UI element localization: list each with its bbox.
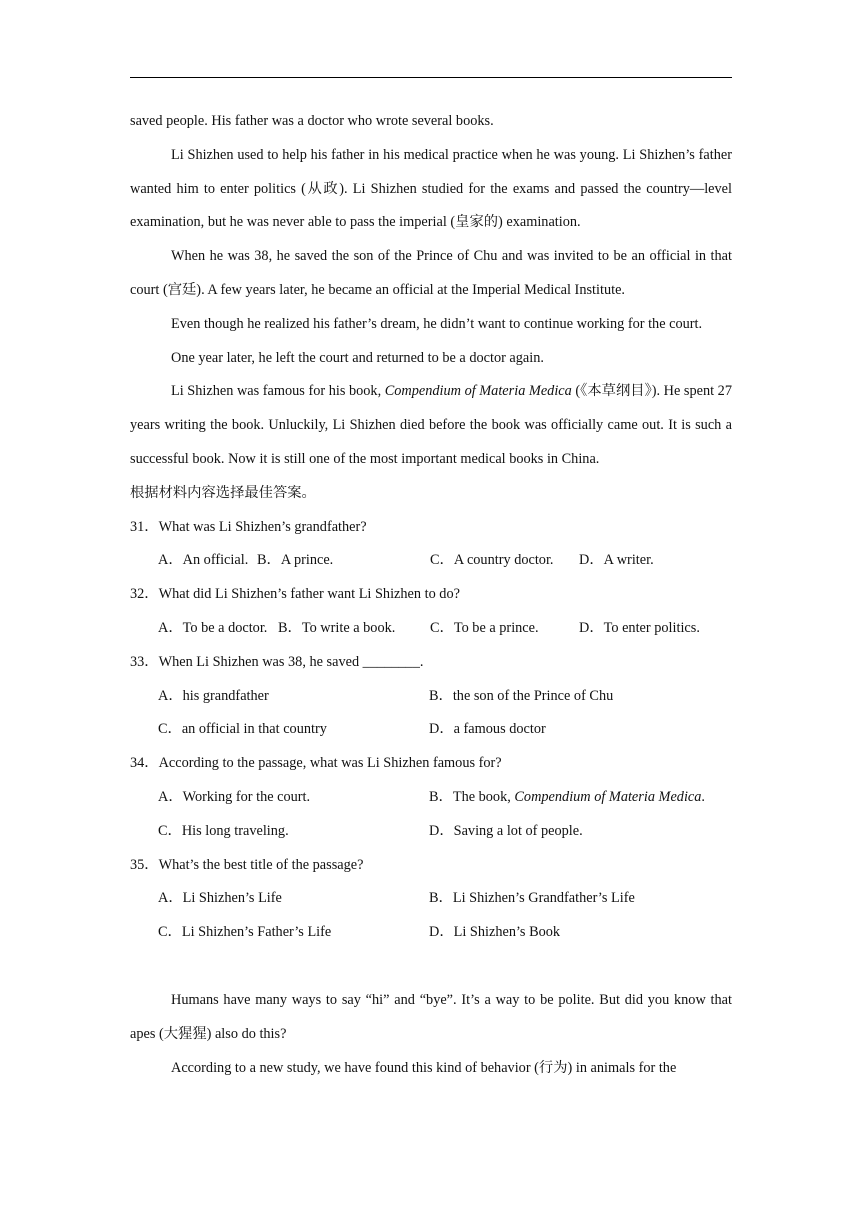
passage-paragraph: saved people. His father was a doctor who wrote several books. [130, 113, 494, 129]
question-stem: 33．When Li Shizhen was 38, he saved ________. [130, 653, 424, 670]
question-stem: 32．What did Li Shizhen’s father want Li Shizhen to do? [130, 586, 460, 603]
options-row [130, 612, 732, 646]
passage-paragraph [130, 375, 732, 476]
option-a[interactable]: A．An official. [158, 552, 249, 569]
document-body [130, 105, 732, 1085]
option-d[interactable]: D．To enter politics. [579, 619, 700, 636]
section-gap [130, 950, 732, 984]
options-row [130, 815, 732, 849]
option-c[interactable]: C．A country doctor. [430, 552, 554, 569]
option-c[interactable]: C．His long traveling. [158, 822, 289, 839]
option-b[interactable]: B．To write a book. [278, 619, 396, 636]
question-stem: 31．What was Li Shizhen’s grandfather? [130, 518, 367, 535]
option-d[interactable]: D．a famous doctor [429, 721, 546, 738]
option-d[interactable]: D．A writer. [579, 552, 654, 569]
option-d[interactable]: D．Li Shizhen’s Book [429, 924, 561, 941]
passage-paragraph: When he was 38, he saved the son of the Prince of Chu and was invited to be an official in that court (宫廷). A few years later, he became an official at the Imperial Medical Institute. [130, 248, 732, 298]
option-c[interactable]: C．To be a prince. [430, 619, 539, 636]
text-run: (《本草纲目》). He spent 27 years writing the book. Unluckily, Li Shizhen died before the book was officially came out. It is such a successful book. Now it is still one of the most important medical books in China. [130, 383, 732, 467]
text-run: Li Shizhen was famous for his book, [171, 383, 385, 400]
option-a[interactable]: A．Working for the court. [158, 788, 311, 805]
passage-paragraph: Li Shizhen used to help his father in his medical practice when he was young. Li Shizhen’s father wanted him to enter politics (从政). Li Shizhen studied for the exams and passed the country—level examination, but he was never able to pass the imperial (皇家的) examination. [130, 146, 732, 231]
option-b-end: . [701, 788, 705, 805]
option-b[interactable]: B．Li Shizhen’s Grandfather’s Life [429, 890, 635, 907]
passage-paragraph: Even though he realized his father’s dream, he didn’t want to continue working for the court. [171, 315, 703, 332]
book-title: Compendium of Materia Medica [514, 788, 702, 805]
option-b[interactable]: B．A prince. [257, 552, 334, 569]
option-a[interactable]: A．his grandfather [158, 687, 269, 704]
options-row [130, 544, 732, 578]
option-d[interactable]: D．Saving a lot of people. [429, 822, 583, 839]
option-b-text: B．The book, [429, 788, 515, 805]
question-stem: 34．According to the passage, what was Li Shizhen famous for? [130, 755, 502, 772]
options-row [130, 713, 732, 747]
header-rule [130, 77, 732, 78]
option-a[interactable]: A．Li Shizhen’s Life [158, 890, 282, 907]
options-row [130, 916, 732, 950]
option-b[interactable] [429, 781, 705, 815]
passage-paragraph: One year later, he left the court and returned to be a doctor again. [171, 349, 544, 366]
instruction: 根据材料内容选择最佳答案。 [130, 484, 316, 501]
option-a[interactable]: A．To be a doctor. [158, 619, 268, 636]
question-stem: 35．What’s the best title of the passage? [130, 856, 364, 873]
options-row [130, 882, 732, 916]
option-c[interactable]: C．an official in that country [158, 721, 327, 738]
passage-paragraph: According to a new study, we have found this kind of behavior (行为) in animals for the [171, 1059, 677, 1076]
option-c[interactable]: C．Li Shizhen’s Father’s Life [158, 924, 332, 941]
options-row [130, 680, 732, 714]
options-row [130, 781, 732, 815]
book-title: Compendium of Materia Medica [384, 383, 572, 400]
option-b[interactable]: B．the son of the Prince of Chu [429, 687, 614, 704]
passage-paragraph: Humans have many ways to say “hi” and “bye”. It’s a way to be polite. But did you know that apes (大猩猩) also do this? [130, 991, 732, 1042]
